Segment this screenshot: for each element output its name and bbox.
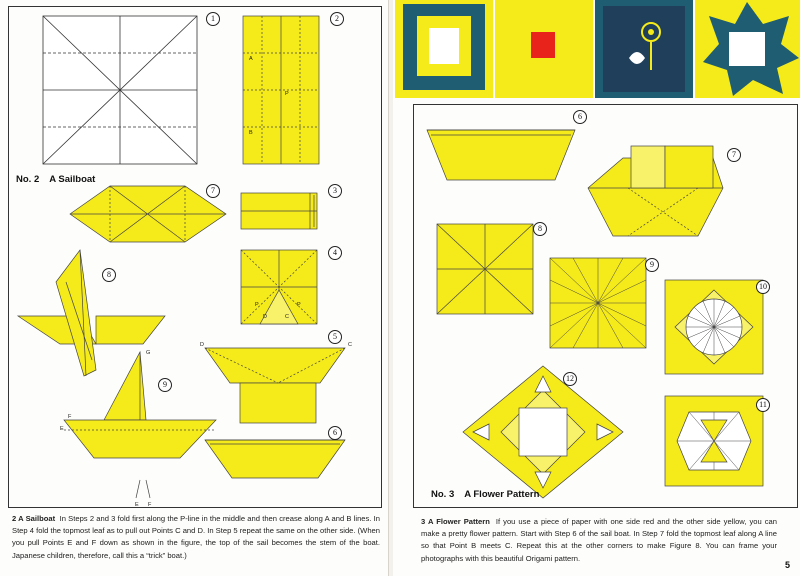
sailboat-step-4 — [241, 250, 317, 324]
page-number: 5 — [785, 560, 791, 570]
point-label-e2: E — [135, 502, 139, 508]
step-marker-9: 9 — [158, 378, 172, 392]
flower-caption — [431, 489, 539, 500]
point-label-f: F — [68, 414, 72, 420]
step-marker-10r: 10 — [756, 280, 770, 294]
point-label-p4a: P — [255, 302, 259, 308]
point-label-b: B — [249, 130, 253, 136]
instructions-lead: 2 A Sailboat — [12, 514, 56, 523]
point-label-c: C — [285, 314, 289, 320]
step-marker-12r: 12 — [563, 372, 577, 386]
sailboat-step-3 — [241, 193, 317, 229]
point-label-a: A — [249, 56, 253, 62]
step-marker-11r: 11 — [756, 398, 770, 412]
flower-step-9 — [550, 258, 646, 348]
sailboat-ef-marks — [136, 480, 150, 498]
sailboat-diagrams — [0, 0, 388, 576]
point-label-g: G — [146, 350, 151, 356]
point-label-p: P — [285, 91, 289, 97]
step-marker-5: 5 — [328, 330, 342, 344]
caption-number-r: No. 3 — [431, 489, 455, 500]
flower-step-12 — [463, 366, 623, 498]
step-marker-6: 6 — [328, 426, 342, 440]
caption-title: A Sailboat — [49, 174, 96, 185]
flower-step-8 — [437, 224, 533, 314]
step-marker-8: 8 — [102, 268, 116, 282]
flower-step-10 — [665, 280, 763, 374]
step-marker-6r: 6 — [573, 110, 587, 124]
sailboat-caption — [16, 174, 95, 185]
right-page — [393, 0, 800, 576]
caption-number: No. 2 — [16, 174, 40, 185]
sailboat-step-6 — [205, 440, 345, 478]
sailboat-step-5 — [205, 348, 345, 423]
step-marker-7r: 7 — [727, 148, 741, 162]
instructions-lead-r: 3 A Flower Pattern — [421, 517, 490, 526]
left-page — [0, 0, 389, 576]
step-marker-9r: 9 — [645, 258, 659, 272]
instructions-text-r: If you use a piece of paper with one side red and the other side yellow, you can make a pretty flower pattern. Start with Step 6 of the sail boat. In Step 7 fold the topmost leaf along A line so that Point B meets C. Repeat this at the other corners to make Figure 8. You can frame your photographs with this beautiful Origami pattern. — [421, 517, 778, 563]
point-label-d5: D — [200, 342, 204, 348]
flower-step-7 — [588, 146, 723, 236]
caption-title-r: A Flower Pattern — [464, 489, 540, 500]
point-label-p4b: P — [297, 302, 301, 308]
sailboat-step-7 — [70, 186, 226, 242]
flower-instructions — [421, 516, 777, 565]
flower-step-11 — [665, 396, 763, 486]
sailboat-step-2 — [243, 16, 319, 164]
step-marker-3: 3 — [328, 184, 342, 198]
flower-step-6 — [427, 130, 575, 180]
sailboat-step-1-square — [43, 16, 197, 164]
step-marker-4: 4 — [328, 246, 342, 260]
step-marker-7: 7 — [206, 184, 220, 198]
step-marker-1: 1 — [206, 12, 220, 26]
step-marker-2: 2 — [330, 12, 344, 26]
sailboat-instructions — [12, 513, 380, 562]
step-marker-8r: 8 — [533, 222, 547, 236]
point-label-d: D — [263, 314, 267, 320]
point-label-c5: C — [348, 342, 352, 348]
point-label-f2: F — [148, 502, 152, 508]
point-label-e: E — [60, 426, 64, 432]
instructions-text: In Steps 2 and 3 fold first along the P-line in the middle and then crease along A and B lines. In Step 4 fold the topmost leaf as to pull out Points C and D. In Step 5 repeat the same on the other side. (When you pull Points E and F down as shown in the figure, the top of the sail becomes the stem of the boat. Japanese children, therefore, call this a “trick” boat.) — [12, 514, 380, 560]
sailboat-step-8 — [18, 250, 165, 376]
